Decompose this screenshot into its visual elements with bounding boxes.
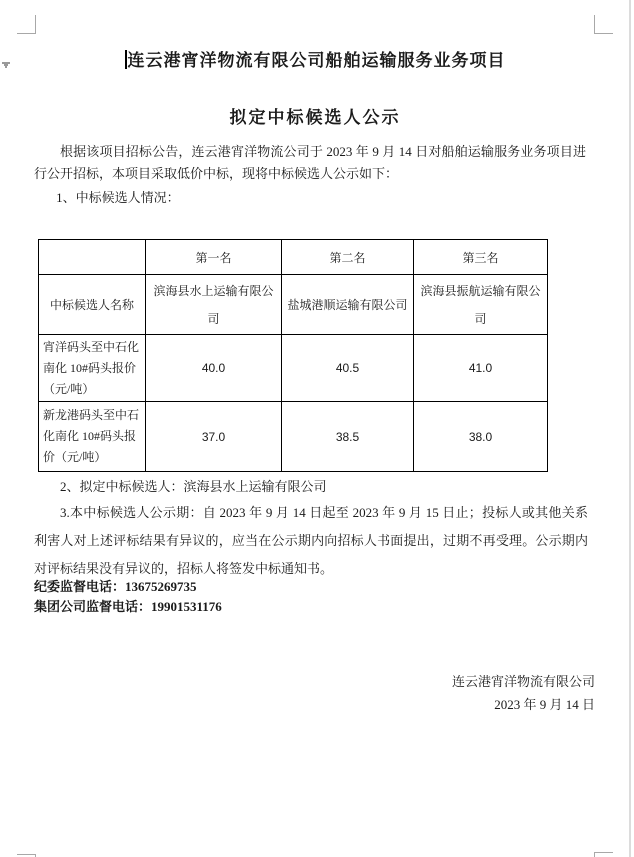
row-label-candidate-name: 中标候选人名称: [39, 275, 146, 335]
crop-mark-bottom-right: [594, 852, 613, 857]
document-title: [35, 50, 595, 72]
header-cell-second: 第二名: [282, 240, 414, 275]
intro-paragraph: 根据该项目招标公告，连云港宵洋物流公司于 2023 年 9 月 14 日对船舶运输服务业务项目进行公开招标，本项目采取低价中标，现将中标候选人公示如下：: [34, 144, 586, 181]
text-cursor: [125, 50, 127, 69]
section2-proposed-winner: 2、拟定中标候选人：滨海县水上运输有限公司: [60, 479, 327, 494]
price-value: 38.0: [414, 402, 548, 472]
table-row: [39, 275, 548, 335]
table-header-row: [39, 240, 548, 275]
discipline-phone-line: 纪委监督电话：13675269735: [34, 579, 197, 594]
section1-heading: 1、中标候选人情况：: [56, 190, 180, 205]
section3-publicity-period: 3.本中标候选人公示期：自 2023 年 9 月 14 日起至 2023 年 9 月 15 日止；投标人或其他关系利害人对上述评标结果有异议的，应当在公示期内向招标人书面提出，过期不再受理。公示期内对评标结果没有异议的，招标人将签发中标通知书。: [34, 505, 588, 576]
page-edge-line: [629, 0, 631, 857]
signature-date: 2023 年 9 月 14 日: [494, 697, 595, 712]
bid-candidates-table: [38, 239, 548, 472]
margin-marker-icon: [2, 62, 10, 68]
price-value: 37.0: [146, 402, 282, 472]
table-row: [39, 335, 548, 402]
price-value: 40.5: [282, 335, 414, 402]
header-cell-first: 第一名: [146, 240, 282, 275]
header-cell-third: 第三名: [414, 240, 548, 275]
row-label-xiaoyang-price: 宵洋码头至中石化南化 10#码头报价（元/吨）: [39, 335, 146, 402]
signature-block: [35, 670, 595, 716]
header-cell-blank: [39, 240, 146, 275]
price-value: 41.0: [414, 335, 548, 402]
supervision-contacts: [34, 577, 586, 617]
candidate-3-name: 滨海县振航运输有限公司: [414, 275, 548, 335]
price-value: 38.5: [282, 402, 414, 472]
price-value: 40.0: [146, 335, 282, 402]
crop-mark-top-right: [594, 15, 613, 34]
candidate-1-name: 滨海县水上运输有限公司: [146, 275, 282, 335]
table-row: [39, 402, 548, 472]
signature-company: 连云港宵洋物流有限公司: [451, 674, 595, 689]
row-label-xinlonggang-price: 新龙港码头至中石化南化 10#码头报价（元/吨）: [39, 402, 146, 472]
document-title-text: 连云港宵洋物流有限公司船舶运输服务业务项目: [127, 51, 506, 70]
document-subtitle: 拟定中标候选人公示: [229, 108, 401, 127]
candidate-2-name: 盐城港顺运输有限公司: [282, 275, 414, 335]
crop-mark-top-left: [17, 15, 36, 34]
group-phone-line: 集团公司监督电话：19901531176: [34, 599, 222, 614]
